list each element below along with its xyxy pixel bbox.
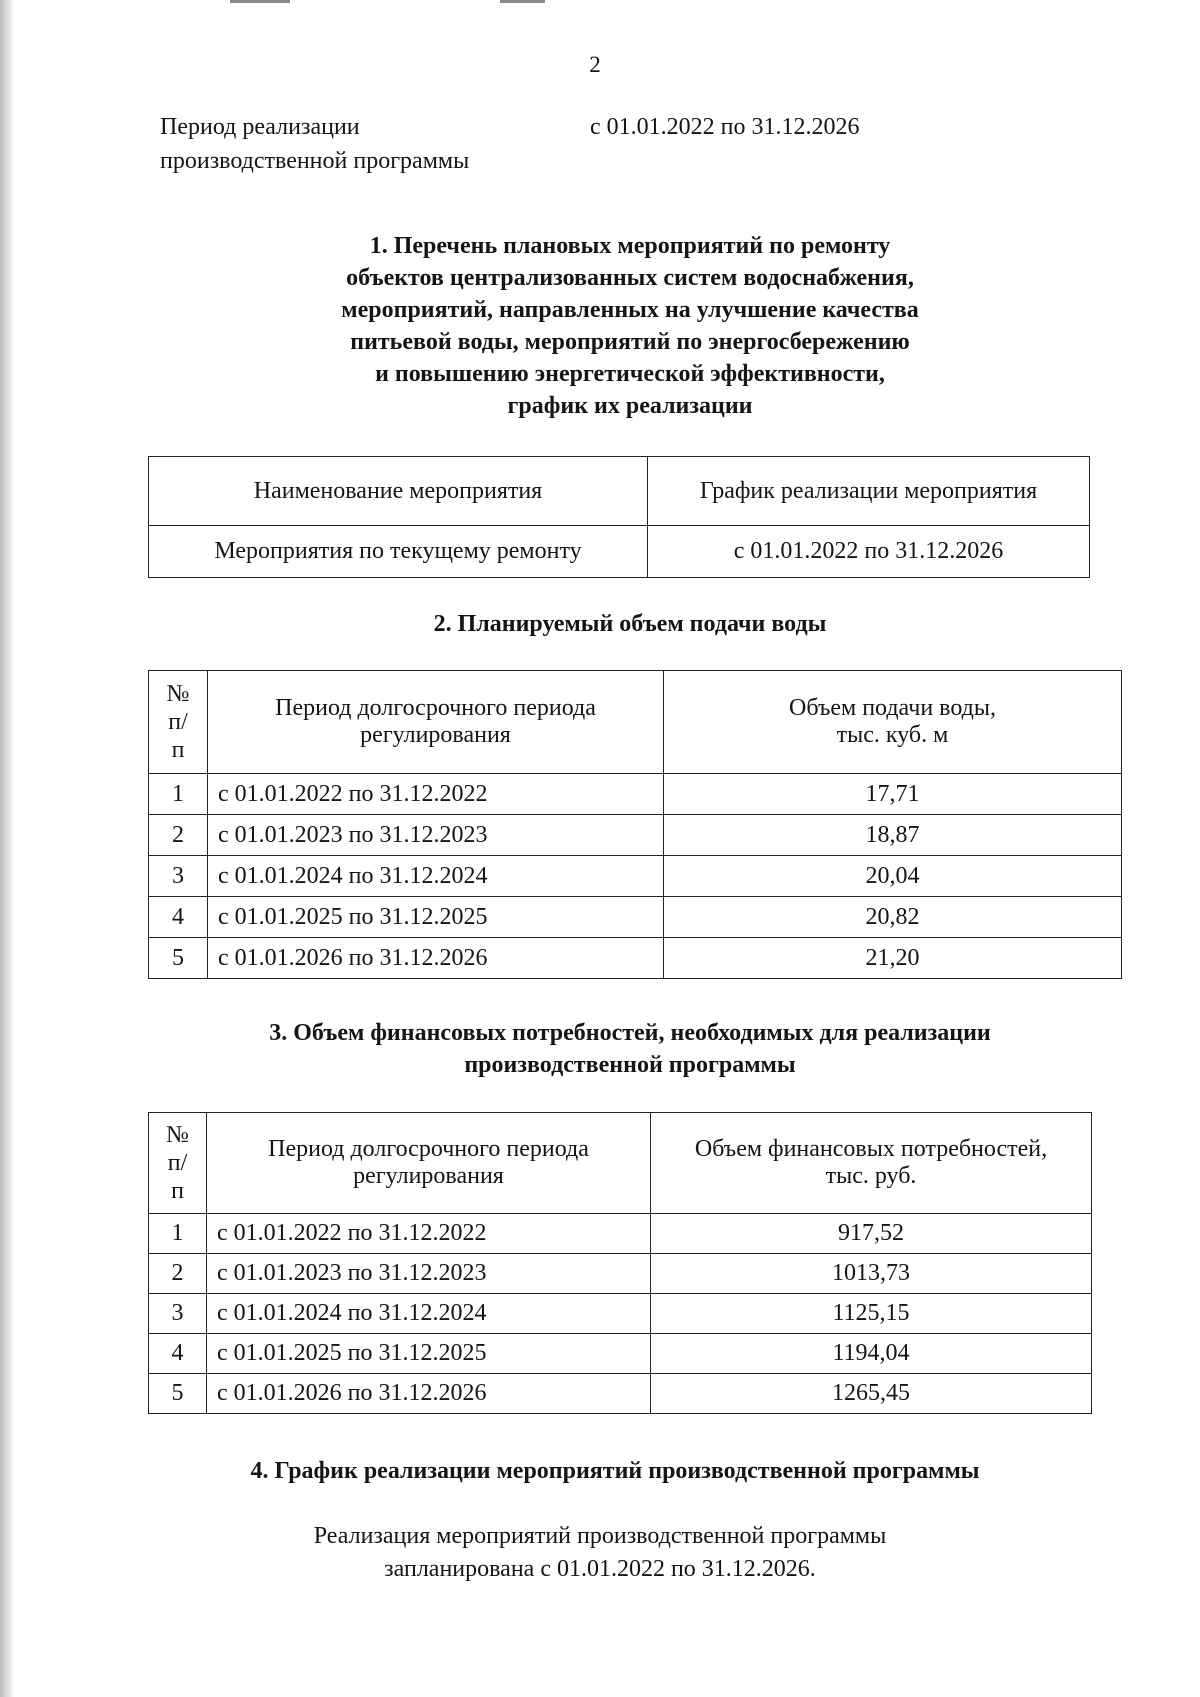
period-label-line: Период реализации [160, 114, 360, 140]
period-header [208, 671, 664, 774]
period-cell: с 01.01.2026 по 31.12.2026 [207, 1374, 651, 1414]
financial-needs-header [651, 1113, 1092, 1214]
financial-needs-cell: 1013,73 [651, 1254, 1092, 1294]
row-number-header [149, 1113, 207, 1214]
section1-title-line: мероприятий, направленных на улучшение качества [341, 297, 919, 323]
header-line: п [171, 1178, 184, 1204]
volume-cell: 20,82 [664, 897, 1122, 938]
table-row [149, 815, 1122, 856]
volume-header [664, 671, 1122, 774]
header-line: п [171, 737, 185, 763]
header-line: регулирования [353, 1163, 504, 1189]
row-number: 4 [149, 1334, 207, 1374]
table-row [149, 1334, 1092, 1374]
section1-title-line: и повышению энергетической эффективности, [375, 361, 885, 387]
period-value: с 01.01.2022 по 31.12.2026 [590, 114, 860, 140]
period-cell: с 01.01.2023 по 31.12.2023 [207, 1254, 651, 1294]
period-cell: с 01.01.2024 по 31.12.2024 [208, 856, 664, 897]
period-label-line: производственной программы [160, 148, 470, 174]
table-row [149, 1214, 1092, 1254]
row-number-header [149, 671, 208, 774]
header-line: регулирования [360, 722, 511, 748]
implementation-note-line: Реализация мероприятий производственной программы [313, 1523, 887, 1549]
section1-title-line: питьевой воды, мероприятий по энергосбережению [350, 329, 910, 355]
activity-schedule-cell: с 01.01.2022 по 31.12.2026 [648, 526, 1090, 578]
table-row [149, 938, 1122, 979]
row-number: 3 [149, 1294, 207, 1334]
volume-cell: 17,71 [664, 774, 1122, 815]
scan-speck [230, 0, 290, 3]
table-row [149, 1294, 1092, 1334]
activity-name-header: Наименование мероприятия [149, 457, 648, 526]
scan-speck [500, 0, 545, 3]
period-cell: с 01.01.2023 по 31.12.2023 [208, 815, 664, 856]
table-row [149, 774, 1122, 815]
row-number: 5 [149, 938, 208, 979]
table-row [149, 897, 1122, 938]
financial-needs-cell: 917,52 [651, 1214, 1092, 1254]
row-number: 1 [149, 1214, 207, 1254]
volume-cell: 20,04 [664, 856, 1122, 897]
section3-title-line: 3. Объем финансовых потребностей, необходимых для реализации [269, 1020, 991, 1046]
header-line: Объем подачи воды, [789, 695, 996, 721]
table-row [149, 526, 1090, 578]
table-header-row [149, 457, 1090, 526]
header-line: тыс. куб. м [836, 722, 949, 748]
header-line: Период долгосрочного периода [268, 1136, 589, 1162]
period-label [160, 110, 540, 178]
row-number: 2 [149, 1254, 207, 1294]
header-line: Период долгосрочного периода [275, 695, 596, 721]
activity-name-cell: Мероприятия по текущему ремонту [149, 526, 648, 578]
header-line: п/ [168, 709, 188, 735]
header-line: № [166, 1122, 189, 1148]
financial-needs-cell: 1265,45 [651, 1374, 1092, 1414]
table-row [149, 856, 1122, 897]
header-line: № [166, 681, 190, 707]
page-number: 2 [589, 52, 601, 77]
financial-needs-cell: 1125,15 [651, 1294, 1092, 1334]
water-supply-table [148, 670, 1122, 979]
section3-title-line: производственной программы [464, 1052, 796, 1078]
scan-edge-shadow [0, 0, 14, 1697]
table-row [149, 1254, 1092, 1294]
table-row [149, 1374, 1092, 1414]
header-line: Объем финансовых потребностей, [694, 1136, 1048, 1162]
period-cell: с 01.01.2022 по 31.12.2022 [208, 774, 664, 815]
section1-title-line: объектов централизованных систем водоснабжения, [346, 265, 914, 291]
section1-title [150, 230, 1110, 422]
period-cell: с 01.01.2025 по 31.12.2025 [208, 897, 664, 938]
implementation-note [200, 1520, 1000, 1586]
implementation-note-line: запланирована с 01.01.2022 по 31.12.2026. [384, 1556, 816, 1582]
table-header-row [149, 671, 1122, 774]
row-number: 4 [149, 897, 208, 938]
volume-cell: 18,87 [664, 815, 1122, 856]
financial-needs-cell: 1194,04 [651, 1334, 1092, 1374]
section4-title: 4. График реализации мероприятий производственной программы [250, 1458, 980, 1484]
header-line: тыс. руб. [825, 1163, 917, 1189]
header-line: п/ [167, 1150, 188, 1176]
table-header-row [149, 1113, 1092, 1214]
period-cell: с 01.01.2025 по 31.12.2025 [207, 1334, 651, 1374]
section2-title: 2. Планируемый объем подачи воды [433, 611, 827, 637]
period-header [207, 1113, 651, 1214]
period-cell: с 01.01.2024 по 31.12.2024 [207, 1294, 651, 1334]
volume-cell: 21,20 [664, 938, 1122, 979]
period-cell: с 01.01.2026 по 31.12.2026 [208, 938, 664, 979]
row-number: 2 [149, 815, 208, 856]
row-number: 5 [149, 1374, 207, 1414]
row-number: 3 [149, 856, 208, 897]
row-number: 1 [149, 774, 208, 815]
financial-needs-table [148, 1112, 1092, 1414]
period-cell: с 01.01.2022 по 31.12.2022 [207, 1214, 651, 1254]
section3-title [150, 1017, 1110, 1081]
section1-title-line: график их реализации [507, 393, 753, 419]
activities-table [148, 456, 1090, 578]
section1-title-line: 1. Перечень плановых мероприятий по ремонту [369, 233, 891, 259]
activity-schedule-header: График реализации мероприятия [648, 457, 1090, 526]
